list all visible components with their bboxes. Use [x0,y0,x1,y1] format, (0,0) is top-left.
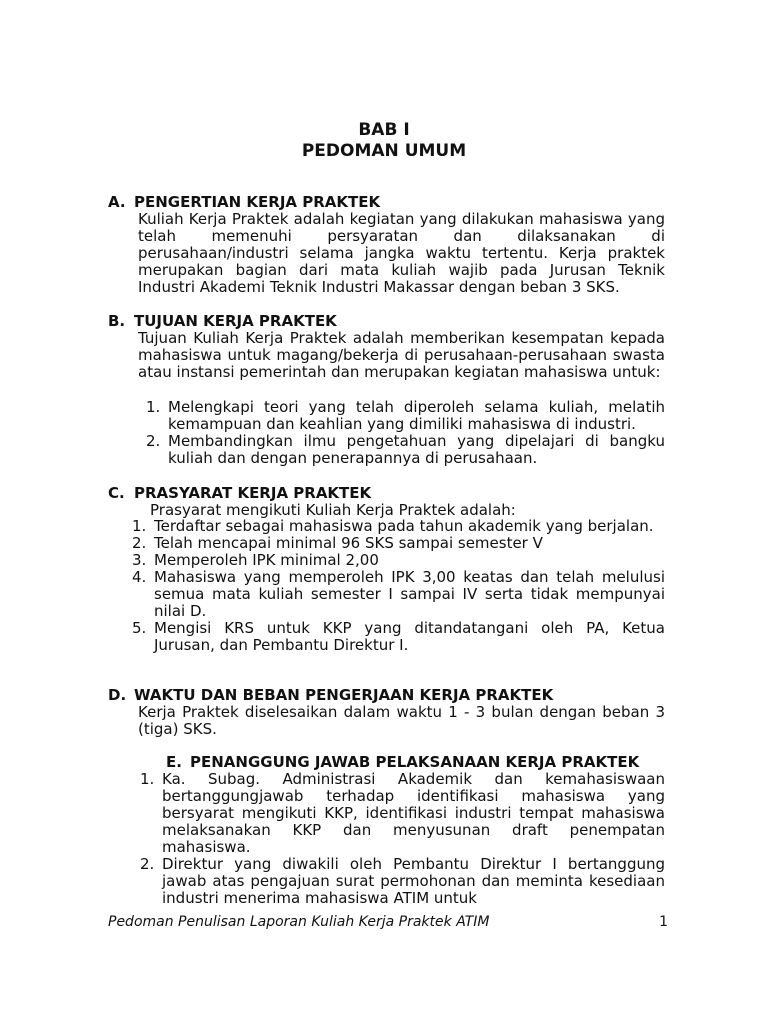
section-b-letter: B. [108,312,126,330]
list-item-text: Mahasiswa yang memperoleh IPK 3,00 keatas dan telah melulusi semua mata kuliah semester I sampai IV serta tidak mempunyai nilai D. [154,568,665,620]
list-item [132,568,665,620]
section-d-text: Kerja Praktek diselesaikan dalam waktu 1 - 3 bulan dengan beban 3 (tiga) SKS. [138,703,665,738]
section-a-title: PENGERTIAN KERJA PRAKTEK [134,193,381,211]
list-item-text: Membandingkan ilmu pengetahuan yang dipelajari di bangku kuliah dan dengan penerapannya di perusahaan. [168,432,665,467]
section-b-list [146,398,665,467]
list-number: 2. [132,534,147,552]
section-c-letter: C. [108,484,125,502]
list-number: 2. [146,432,161,450]
list-number: 1. [146,398,161,416]
chapter-title: PEDOMAN UMUM [301,141,467,161]
section-c-text: Prasyarat mengikuti Kuliah Kerja Praktek adalah: [150,501,516,519]
list-item-text: Direktur yang diwakili oleh Pembantu Direktur I bertanggung jawab atas pengajuan surat permohonan dan meminta kesediaan industri menerima mahasiswa ATIM untuk [162,855,665,907]
section-a-heading [108,193,380,211]
list-item-text: Mengisi KRS untuk KKP yang ditandatangani oleh PA, Ketua Jurusan, dan Pembantu Direktur I. [154,619,665,654]
list-number: 2. [140,855,155,873]
list-item [146,398,665,433]
section-b-text: Tujuan Kuliah Kerja Praktek adalah memberikan kesempatan kepada mahasiswa untuk magang/bekerja di perusahaan-perusahaan swasta atau instansi pemerintah dan merupakan kegiatan mahasiswa untuk: [138,329,665,381]
section-c-heading [108,484,371,502]
list-number: 1. [132,517,147,535]
section-d-title: WAKTU DAN BEBAN PENGERJAAN KERJA PRAKTEK [134,686,554,704]
chapter-number: BAB I [358,120,410,140]
list-item [132,534,665,552]
list-item-text: Terdaftar sebagai mahasiswa pada tahun akademik yang berjalan. [154,517,654,535]
list-item [132,551,665,569]
list-number: 3. [132,551,147,569]
list-item-text: Melengkapi teori yang telah diperoleh selama kuliah, melatih kemampuan dan keahlian yang dimiliki mahasiswa di industri. [168,398,665,433]
list-number: 5. [132,619,147,637]
section-b-title: TUJUAN KERJA PRAKTEK [134,312,337,330]
section-a-text: Kuliah Kerja Praktek adalah kegiatan yang dilakukan mahasiswa yang telah memenuhi persyaratan dan dilaksanakan di perusahaan/industri selama jangka waktu tertentu. Kerja praktek merupakan bagian dari mata kuliah wajib pada Jurusan Teknik Industri Akademi Teknik Industri Makassar dengan beban 3 SKS. [138,210,665,296]
page-footer [108,914,668,930]
list-item [132,619,665,654]
section-e-letter: E. [166,753,182,771]
list-item [140,770,665,856]
list-item-text: Memperoleh IPK minimal 2,00 [154,551,379,569]
section-c-title: PRASYARAT KERJA PRAKTEK [134,484,372,502]
section-b-heading [108,312,337,330]
list-number: 1. [140,770,155,788]
section-e-list [140,770,665,907]
section-d-heading [108,686,553,704]
footer-text: Pedoman Penulisan Laporan Kuliah Kerja Praktek ATIM [108,914,490,930]
section-a-letter: A. [108,193,126,211]
list-item-text: Telah mencapai minimal 96 SKS sampai semester V [154,534,543,552]
section-d-letter: D. [108,686,127,704]
list-item [132,517,665,535]
list-item [146,432,665,467]
page-number: 1 [659,914,668,930]
section-e-heading [166,753,639,771]
list-number: 4. [132,568,147,586]
section-e-title: PENANGGUNG JAWAB PELAKSANAAN KERJA PRAKTEK [190,753,640,771]
list-item-text: Ka. Subag. Administrasi Akademik dan kemahasiswaan bertanggungjawab terhadap identifikasi mahasiswa yang bersyarat mengikuti KKP, identifikasi industri tempat mahasiswa melaksanakan KKP dan menyusunan draft penempatan mahasiswa. [162,770,665,856]
section-c-list [132,517,665,654]
list-item [140,855,665,907]
